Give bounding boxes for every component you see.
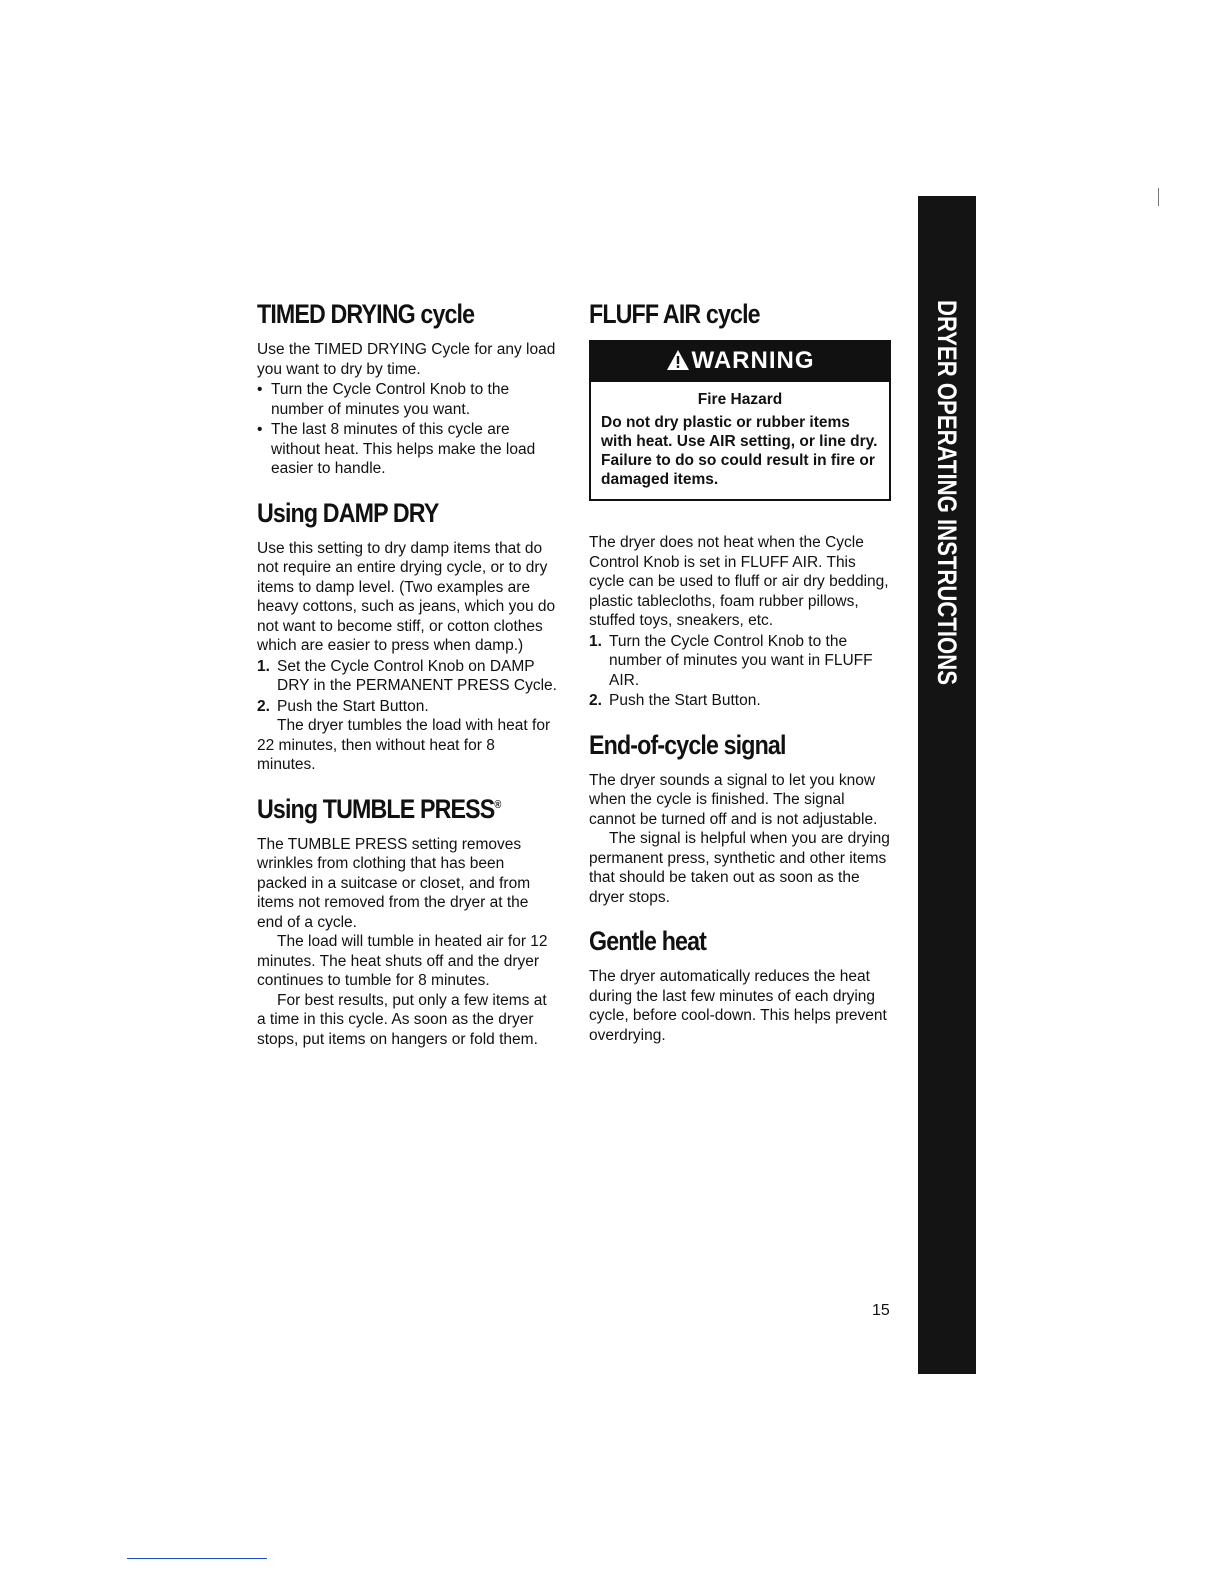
warning-box [589,340,891,501]
tumble-press-heading [257,793,515,825]
warning-title: Fire Hazard [697,391,783,408]
fluff-air-steps [589,632,894,711]
damp-dry-section [257,497,557,775]
left-column [257,298,557,1067]
warning-triangle-icon [666,349,690,371]
list-item [589,632,894,691]
damp-dry-heading: Using DAMP DRY [257,497,439,528]
damp-dry-steps [257,657,557,717]
signal-heading: End-of-cycle signal [589,729,786,760]
step-text: Push the Start Button. [609,692,761,709]
signal-section [589,729,894,908]
list-item [589,691,894,711]
tumble-press-section [257,793,557,1050]
timed-drying-intro: Use the TIMED DRYING Cycle for any load you want to dry by time. [257,341,556,378]
gentle-heat-p1: The dryer automatically reduces the heat during the last few minutes of each drying cycle, before cool-down. This helps prevent overdrying. [589,968,887,1044]
tumble-press-p3: For best results, put only a few items at a time in this cycle. As soon as the dryer stops, put items on hangers or fold them. [257,991,547,1048]
heading-text: Using TUMBLE PRESS [257,793,495,824]
registered-mark: ® [494,798,501,811]
damp-dry-intro: Use this setting to dry damp items that do not require an entire drying cycle, or to dry items to damp level. (Two examples are heavy cottons, such as jeans, which you do not want to become stiff, or cotton clothes which are easier to press when damp.) [257,539,556,654]
gentle-heat-section [589,925,894,1045]
right-column [589,298,894,1063]
tumble-press-p2: The load will tumble in heated air for 12 minutes. The heat shuts off and the dryer continues to tumble for 8 minutes. [257,933,548,989]
timed-drying-section [257,298,557,479]
fluff-air-intro: The dryer does not heat when the Cycle Control Knob is set in FLUFF AIR. This cycle can be used to fluff or air dry bedding, plastic tablecloths, foam rubber pillows, stuffed toys, sneakers, etc. [589,534,889,629]
warning-label: WARNING [691,347,815,374]
list-item [257,657,557,696]
timed-drying-bullets [257,380,557,479]
step-text: Push the Start Button. [277,697,429,715]
margin-mark [1158,188,1159,206]
step-text: Turn the Cycle Control Knob to the number of minutes you want in FLUFF AIR. [609,632,873,689]
timed-drying-heading: TIMED DRYING cycle [257,299,475,329]
warning-header [591,342,889,382]
list-item: • Turn the Cycle Control Knob to the number of minutes you want. [257,380,557,419]
step-number: 2. [589,692,602,709]
fluff-air-heading: FLUFF AIR cycle [589,299,760,329]
signal-p1: The dryer sounds a signal to let you know when the cycle is finished. The signal cannot be turned off and is not adjustable. [589,771,878,828]
step-number: 2. [257,697,270,715]
warning-text: Do not dry plastic or rubber items with heat. Use AIR setting, or line dry. Failure to do so could result in fire or damaged items. [601,414,878,488]
step-number: 1. [589,632,602,650]
damp-dry-after: The dryer tumbles the load with heat for 22 minutes, then without heat for 8 minutes. [257,717,551,773]
page-number: 15 [872,1302,890,1319]
signal-p2: The signal is helpful when you are drying permanent press, synthetic and other items that should be taken out as soon as the dryer stops. [589,830,890,906]
step-text: Set the Cycle Control Knob on DAMP DRY in the PERMANENT PRESS Cycle. [277,657,557,694]
footer-link-line [127,1558,267,1559]
step-number: 1. [257,657,270,675]
gentle-heat-heading: Gentle heat [589,926,707,956]
tumble-press-p1: The TUMBLE PRESS setting removes wrinkles from clothing that has been packed in a suitcase or closet, and from items not removed from the dryer at the end of a cycle. [257,835,531,931]
list-item [257,697,557,717]
list-item: • The last 8 minutes of this cycle are without heat. This helps make the load easier to handle. [257,420,557,479]
fluff-air-section [589,298,894,711]
warning-body [591,382,889,499]
side-tab-label: DRYER OPERATING INSTRUCTIONS [932,300,962,686]
